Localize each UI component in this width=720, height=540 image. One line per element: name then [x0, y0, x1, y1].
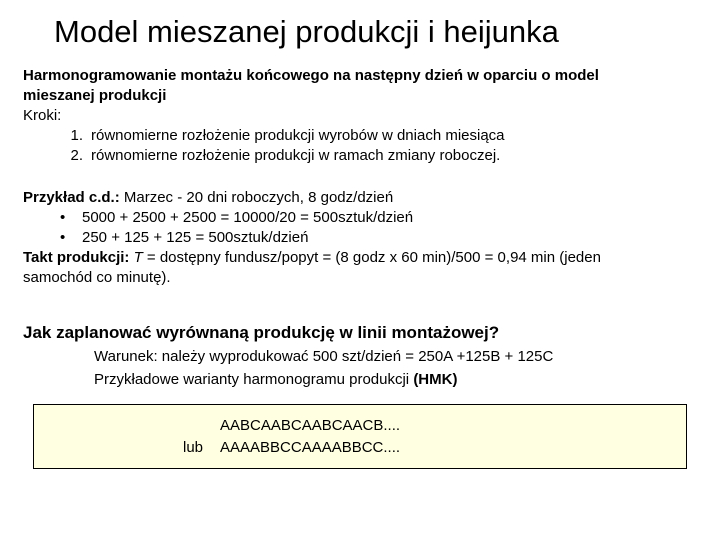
bullet-item	[23, 228, 601, 248]
schedule-variant-1: AABCAABCAABCAACB....	[220, 417, 401, 434]
takt-line	[23, 248, 601, 268]
condition-text: Warunek: należy wyprodukować 500 szt/dzień = 250A +125B + 125C	[94, 348, 554, 365]
schedule-lub: lub	[183, 439, 204, 456]
example-text: Marzec - 20 dni roboczych, 8 godz/dzień	[119, 189, 394, 206]
takt-symbol: T	[133, 249, 143, 266]
step-text: równomierne rozłożenie produkcji wyrobów w dniach miesiąca	[91, 127, 505, 144]
question-heading: Jak zaplanować wyrównaną produkcję w linii montażowej?	[23, 323, 500, 342]
bullet-text: 250 + 125 + 125 = 500sztuk/dzień	[82, 229, 309, 246]
bullet-icon: •	[60, 229, 66, 246]
schedule-box	[33, 404, 687, 469]
page-title: Model mieszanej produkcji i heijunka	[54, 14, 559, 49]
schedule-variant-2: AAAABBCCAAAABBCC....	[220, 439, 401, 456]
step-item	[23, 146, 599, 166]
variants-line	[94, 369, 457, 391]
bullet-text: 5000 + 2500 + 2500 = 10000/20 = 500sztuk/dzień	[82, 209, 414, 226]
variants-hmk: (HMK)	[413, 371, 458, 388]
example-section	[23, 188, 601, 288]
step-text: równomierne rozłożenie produkcji w ramach zmiany roboczej.	[91, 147, 501, 164]
intro-line-1: Harmonogramowanie montażu końcowego na następny dzień w oparciu o model	[23, 67, 599, 84]
intro-line-2: mieszanej produkcji	[23, 87, 167, 104]
example-label: Przykład c.d.:	[23, 189, 120, 206]
bullet-item	[23, 208, 601, 228]
example-line	[23, 188, 601, 208]
takt-text: = dostępny fundusz/popyt = (8 godz x 60 min)/500 = 0,94 min (jeden	[142, 249, 601, 266]
step-item	[23, 126, 599, 146]
step-number: 2.	[70, 147, 83, 164]
takt-label: Takt produkcji:	[23, 249, 130, 266]
step-number: 1.	[70, 127, 83, 144]
takt-line-2: samochód co minutę).	[23, 269, 171, 286]
bullet-icon: •	[60, 209, 66, 226]
intro-section	[23, 66, 599, 166]
steps-label: Kroki:	[23, 107, 62, 124]
variants-text: Przykładowe warianty harmonogramu produkcji	[94, 371, 414, 388]
